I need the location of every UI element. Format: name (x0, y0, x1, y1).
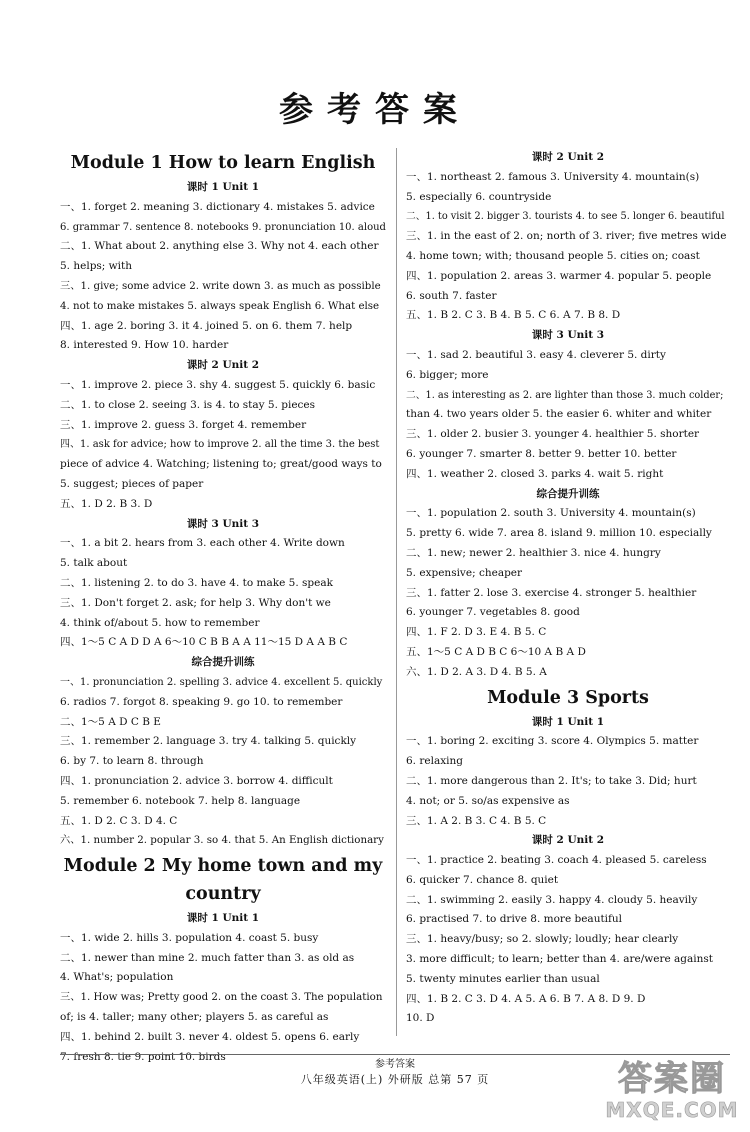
answer-line: 四、1. pronunciation 2. advice 3. borrow 4. difficult (60, 774, 333, 787)
watermark-url: MXQE.COM (605, 1098, 739, 1122)
answer-line: 4. not to make mistakes 5. always speak English 6. What else (60, 299, 380, 312)
page-title: 参考答案 (279, 90, 471, 130)
answer-line: 8. interested 9. How 10. harder (60, 339, 229, 352)
answer-line: 四、1. ask for advice; how to improve 2. all the time 3. the best (60, 439, 380, 451)
answer-line: 5. remember 6. notebook 7. help 8. language (60, 794, 301, 807)
answer-line: 5. helps; with (60, 260, 133, 273)
answer-line: 四、1. behind 2. built 3. never 4. oldest 5. opens 6. early (60, 1030, 360, 1043)
answer-line: 5. pretty 6. wide 7. area 8. island 9. million 10. especially (406, 527, 712, 540)
answer-line: 六、1. number 2. popular 3. so 4. that 5. An English dictionary (60, 834, 384, 847)
answer-line: 6. quicker 7. chance 8. quiet (406, 873, 559, 886)
module-title: Module 3 Sports (487, 687, 649, 708)
section-heading: 课时 3 Unit 3 (531, 329, 605, 342)
section-heading: 课时 2 Unit 2 (531, 151, 605, 163)
answer-line: 一、1. pronunciation 2. spelling 3. advice 4. excellent 5. quickly (60, 676, 383, 688)
answer-line: 6. bigger; more (406, 368, 489, 381)
answer-line: 一、1. population 2. south 3. University 4. mountain(s) (406, 507, 696, 520)
answer-line: 三、1. in the east of 2. on; north of 3. river; five metres wide (406, 230, 727, 243)
answer-line: 五、1～5 C A D B C 6～10 A B A D (406, 645, 586, 658)
section-heading: 综合提升训练 (191, 656, 255, 669)
answer-line: 5. expensive; cheaper (406, 566, 523, 579)
footer-page-info: 八年级英语(上) 外研版 总第 57 页 (300, 1073, 490, 1086)
answer-line: 六、1. D 2. A 3. D 4. B 5. A (406, 665, 547, 678)
column-divider (396, 148, 397, 1036)
answer-line: 四、1. age 2. boring 3. it 4. joined 5. on 6. them 7. help (60, 319, 353, 332)
answer-line: 3. more difficult; to learn; better than 4. are/were against (406, 953, 713, 966)
answer-line: 三、1. heavy/busy; so 2. slowly; loudly; hear clearly (406, 933, 679, 946)
answer-line: 10. D (406, 1012, 435, 1025)
answer-line: 一、1. forget 2. meaning 3. dictionary 4. mistakes 5. advice (60, 200, 375, 213)
answer-line: 五、1. D 2. B 3. D (60, 497, 153, 510)
watermark-text: 答案圈 (618, 1059, 726, 1099)
answer-line: 4. home town; with; thousand people 5. cities on; coast (406, 249, 700, 262)
answer-line: of; is 4. taller; many other; players 5. as careful as (60, 1011, 329, 1024)
answer-line: 四、1. F 2. D 3. E 4. B 5. C (406, 626, 547, 639)
answer-line: 二、1. as interesting as 2. are lighter than those 3. much colder; (406, 389, 724, 401)
answer-line: piece of advice 4. Watching; listening to; great/good ways to (60, 458, 382, 471)
answer-line: 三、1. fatter 2. lose 3. exercise 4. stronger 5. healthier (406, 586, 697, 599)
answer-line: 三、1. A 2. B 3. C 4. B 5. C (406, 814, 547, 827)
answer-line: 二、1. swimming 2. easily 3. happy 4. cloudy 5. heavily (406, 893, 698, 906)
answer-line: 4. think of/about 5. how to remember (60, 616, 260, 629)
answer-line: 二、1. newer than mine 2. much fatter than 3. as old as (60, 951, 355, 964)
answer-line: 6. relaxing (406, 755, 463, 768)
right-column (406, 148, 730, 1029)
answer-line: 三、1. older 2. busier 3. younger 4. healthier 5. shorter (406, 428, 700, 441)
answer-line: 二、1. new; newer 2. healthier 3. nice 4. hungry (406, 546, 661, 559)
answer-line: 四、1. population 2. areas 3. warmer 4. popular 5. people (406, 269, 712, 282)
answer-line: 五、1. B 2. C 3. B 4. B 5. C 6. A 7. B 8. D (406, 309, 621, 322)
section-heading: 课时 1 Unit 1 (186, 912, 260, 925)
answer-line: 4. not; or 5. so/as expensive as (406, 794, 570, 807)
answer-line: 三、1. improve 2. guess 3. forget 4. remember (60, 418, 307, 431)
answer-line: 一、1. sad 2. beautiful 3. easy 4. cleverer 5. dirty (406, 348, 666, 361)
left-column (60, 148, 386, 1067)
answer-line: 三、1. give; some advice 2. write down 3. as much as possible (60, 279, 381, 292)
answer-line: 6. grammar 7. sentence 8. notebooks 9. pronunciation 10. aloud (60, 221, 386, 233)
answer-line: 二、1. listening 2. to do 3. have 4. to make 5. speak (60, 576, 333, 589)
answer-line: 6. practised 7. to drive 8. more beautiful (406, 913, 623, 926)
answer-line: 6. younger 7. smarter 8. better 9. better 10. better (406, 447, 677, 460)
answer-line: 6. by 7. to learn 8. through (60, 755, 204, 768)
section-heading: 课时 1 Unit 1 (186, 181, 260, 193)
module-title: Module 1 How to learn English (70, 153, 376, 173)
answer-line: 五、1. D 2. C 3. D 4. C (60, 814, 178, 827)
answer-line: 5. twenty minutes earlier than usual (406, 972, 600, 985)
answer-line: 一、1. boring 2. exciting 3. score 4. Olympics 5. matter (406, 735, 699, 748)
answer-line: 二、1～5 A D C B E (60, 715, 161, 728)
answer-line: 一、1. practice 2. beating 3. coach 4. pleased 5. careless (406, 854, 707, 867)
answer-line: 5. especially 6. countryside (406, 190, 552, 203)
section-heading: 课时 2 Unit 2 (186, 359, 260, 372)
answer-line: 6. radios 7. forgot 8. speaking 9. go 10. to remember (60, 695, 343, 708)
answer-line: 一、1. improve 2. piece 3. shy 4. suggest 5. quickly 6. basic (60, 378, 376, 391)
watermark-logo (602, 1060, 742, 1122)
answer-line: 四、1～5 C A D D A 6～10 C B B A A 11～15 D A A B C (60, 636, 348, 649)
answer-line: 5. suggest; pieces of paper (60, 477, 204, 490)
answer-line: 三、1. How was; Pretty good 2. on the coast 3. The population (60, 991, 383, 1004)
answer-line: 三、1. Don't forget 2. ask; for help 3. Why don't we (60, 596, 331, 609)
section-heading: 课时 1 Unit 1 (531, 715, 605, 728)
section-heading: 课时 2 Unit 2 (531, 834, 605, 847)
answer-line: 5. talk about (60, 557, 128, 570)
answer-line: 一、1. a bit 2. hears from 3. each other 4. Write down (60, 537, 345, 550)
section-heading: 综合提升训练 (536, 487, 600, 500)
answer-line: 二、1. more dangerous than 2. It's; to take 3. Did; hurt (406, 774, 697, 787)
module-title: Module 2 My home town and my country (63, 856, 383, 905)
answer-line: 二、1. What about 2. anything else 3. Why not 4. each other (60, 240, 379, 253)
answer-line: 一、1. northeast 2. famous 3. University 4. mountain(s) (406, 170, 700, 183)
answer-line: 4. What's; population (60, 971, 174, 984)
answer-line: 7. fresh 8. tie 9. point 10. birds (60, 1050, 226, 1063)
answer-line: 二、1. to visit 2. bigger 3. tourists 4. to see 5. longer 6. beautiful (406, 211, 725, 223)
answer-line: 四、1. weather 2. closed 3. parks 4. wait 5. right (406, 467, 664, 480)
section-heading: 课时 3 Unit 3 (186, 517, 260, 530)
answer-line: 三、1. remember 2. language 3. try 4. talking 5. quickly (60, 735, 357, 748)
answer-line: 四、1. B 2. C 3. D 4. A 5. A 6. B 7. A 8. D 9. D (406, 992, 646, 1005)
answer-line: 二、1. to close 2. seeing 3. is 4. to stay 5. pieces (60, 398, 316, 411)
answer-line: 6. younger 7. vegetables 8. good (406, 606, 580, 619)
answer-line: 6. south 7. faster (406, 289, 497, 302)
answer-line: than 4. two years older 5. the easier 6. whiter and whiter (406, 408, 712, 421)
answer-line: 一、1. wide 2. hills 3. population 4. coast 5. busy (60, 931, 319, 944)
footer-label: 参考答案 (375, 1059, 415, 1070)
